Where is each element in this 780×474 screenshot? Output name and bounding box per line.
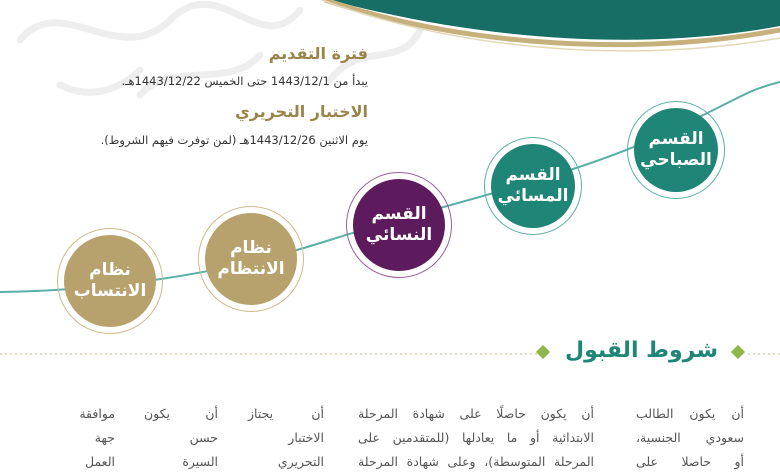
node-regular-system [205,213,297,305]
node-label: الانتساب [73,281,147,301]
node-affiliation-system [64,235,156,327]
node-label: القسم [371,203,427,224]
condition-line: التحريري [277,454,324,469]
condition-line: المرحلة المتوسطة)، وعلى شهادة المرحلة [358,454,594,469]
condition-line: أن يكون حاصلًا على شهادة المرحلة [358,406,594,421]
node-label: نظام [89,259,131,280]
node-women-section [353,179,445,271]
condition-line: موافقة [79,406,115,421]
condition-column [41,402,115,474]
condition-line: أن يكون الطالب [636,406,744,421]
node-label: المسائي [497,186,569,206]
condition-line: أن يجتاز [248,406,324,421]
admission-conditions-title: شروط القبول [564,338,718,363]
written-exam-title: الاختبار التحريري [235,102,368,121]
node-label: نظام [230,237,272,258]
node-label: القسم [505,164,561,185]
condition-line: جهة [94,430,115,445]
condition-line: حسن [189,430,218,445]
application-period-title: فترة التقديم [268,44,368,63]
condition-line: أن يكون [144,406,218,421]
application-period-text: يبدأ من 1443/12/1 حتى الخميس 1443/12/22هـ. [121,74,368,88]
condition-line: الابتدائية أو ما يعادلها (للمتقدمين على [358,430,594,445]
node-label: الصباحي [640,150,712,170]
written-exam-text: يوم الاثنين 1443/12/26هـ (لمن توفرت فيهم الشروط). [100,133,368,147]
condition-line: سعودي الجنسية، [636,430,744,445]
condition-column [144,402,218,474]
condition-column [358,402,594,474]
node-label: القسم [648,128,704,149]
condition-line: الاختبار [288,430,324,445]
diamond-icon [536,345,550,359]
node-morning-section [634,108,718,192]
condition-line: أو حاصلا على [636,454,744,469]
node-label: الانتظام [217,259,285,279]
condition-column [636,402,744,474]
condition-line: السيرة [182,454,218,469]
node-label: النسائي [365,225,433,245]
condition-column [248,402,324,474]
diamond-icon [731,345,745,359]
node-evening-section [491,144,575,228]
condition-line: العمل [84,454,115,469]
